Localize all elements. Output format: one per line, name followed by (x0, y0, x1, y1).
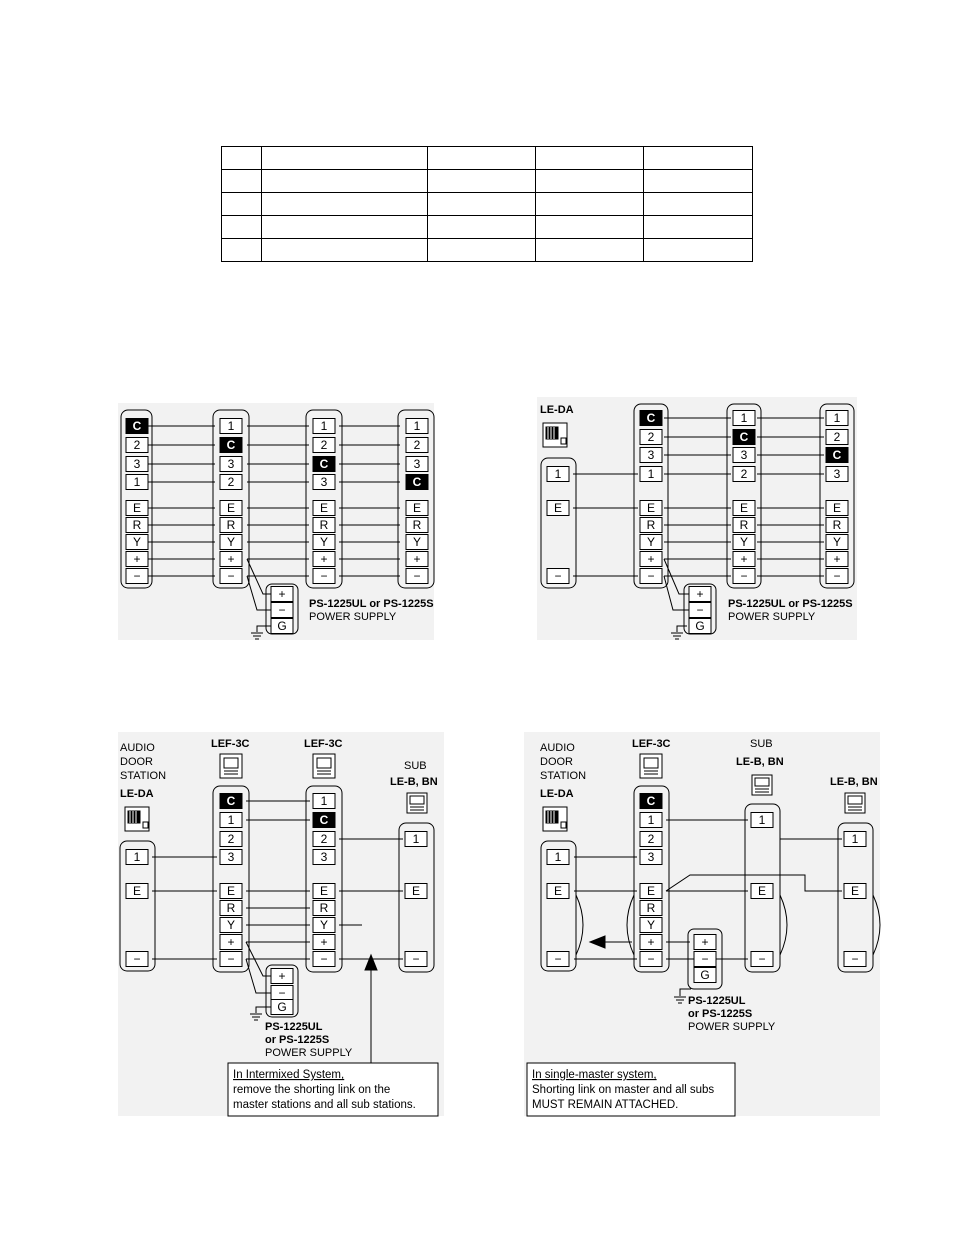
power-supply-label: POWER SUPPLY (728, 611, 816, 623)
terminal-three (313, 475, 335, 490)
device-label-le-b-bn: LE-B, BN (390, 776, 438, 788)
terminal-label: Y (646, 535, 656, 549)
terminal-minus (547, 952, 569, 967)
terminal-label: − (758, 952, 766, 966)
terminal-plus (271, 587, 293, 602)
terminal-three (313, 850, 335, 865)
terminal-label: 2 (413, 438, 421, 452)
terminal-e (826, 501, 848, 516)
terminal-minus (406, 569, 428, 584)
terminal-three (220, 457, 242, 472)
terminal-c (313, 457, 335, 472)
terminal-y (733, 535, 755, 550)
terminal-label: 1 (133, 850, 141, 864)
terminal-e (640, 501, 662, 516)
terminal-label: Y (319, 535, 329, 549)
terminal-two (406, 438, 428, 453)
terminal-label: E (132, 884, 142, 898)
terminal-minus (313, 952, 335, 967)
terminal-c (733, 430, 755, 445)
terminal-plus (313, 552, 335, 567)
terminal-label: C (412, 475, 422, 489)
terminal-minus (271, 986, 293, 1001)
terminal-blocks (126, 411, 866, 1015)
terminal-r (640, 518, 662, 533)
terminal-two (640, 832, 662, 847)
terminal-label: E (412, 501, 422, 515)
terminal-label: + (696, 587, 704, 601)
terminal-label: E (646, 884, 656, 898)
terminal-plus (271, 969, 293, 984)
door-station-icon (543, 423, 567, 447)
terminal-plus (406, 552, 428, 567)
terminal-label: E (319, 501, 329, 515)
device-label-le-b-bn: LE-B, BN (736, 756, 784, 768)
terminal-r (406, 518, 428, 533)
terminal-c (406, 475, 428, 490)
terminal-e (751, 884, 773, 899)
terminal-y (220, 918, 242, 933)
terminal-label: E (319, 884, 329, 898)
terminal-label: − (133, 952, 141, 966)
terminal-c (640, 411, 662, 426)
terminal-g (271, 619, 293, 634)
terminal-plus (640, 935, 662, 950)
terminal-r (220, 518, 242, 533)
terminal-label: + (413, 552, 421, 566)
terminal-label: 2 (833, 430, 841, 444)
terminal-minus (271, 603, 293, 618)
terminal-one (220, 419, 242, 434)
terminal-label: − (133, 569, 141, 583)
terminal-plus (694, 935, 716, 950)
terminal-label: C (832, 448, 842, 462)
terminal-label: 3 (227, 850, 235, 864)
terminal-label: − (554, 952, 562, 966)
power-supply-model-label: PS-1225UL (688, 995, 746, 1007)
sub-station-icon (407, 793, 427, 813)
terminal-two (313, 438, 335, 453)
terminal-two (220, 475, 242, 490)
note-line: remove the shorting link on the (233, 1084, 391, 1096)
sub-station-icon (845, 793, 865, 813)
terminal-y (406, 535, 428, 550)
terminal-plus (640, 552, 662, 567)
device-label-sub: SUB (404, 760, 427, 772)
terminal-label: + (278, 969, 286, 983)
terminal-minus (405, 952, 427, 967)
power-supply-label: POWER SUPPLY (309, 611, 397, 623)
terminal-one (406, 419, 428, 434)
terminal-label: − (647, 952, 655, 966)
terminal-label: R (646, 518, 656, 532)
terminal-label: E (553, 884, 563, 898)
terminal-c (826, 448, 848, 463)
terminal-label: Y (412, 535, 422, 549)
terminal-three (640, 850, 662, 865)
terminal-g (271, 1000, 293, 1015)
terminal-label: 1 (554, 850, 562, 864)
terminal-two (640, 430, 662, 445)
terminal-one (751, 813, 773, 828)
note-line: Shorting link on master and all subs (532, 1084, 715, 1096)
note-title: In Intermixed System, (233, 1069, 345, 1081)
terminal-one (405, 832, 427, 847)
terminal-label: − (278, 603, 286, 617)
terminal-minus (844, 952, 866, 967)
master-station-icon (313, 754, 335, 778)
terminal-label: R (832, 518, 842, 532)
terminal-one (733, 411, 755, 426)
terminal-one (844, 832, 866, 847)
terminal-plus (689, 587, 711, 602)
terminal-r (313, 518, 335, 533)
terminal-three (406, 457, 428, 472)
device-label-station: STATION (120, 770, 167, 782)
terminal-e (313, 501, 335, 516)
terminal-minus (126, 569, 148, 584)
terminal-label: + (833, 552, 841, 566)
terminal-e (313, 884, 335, 899)
terminal-label: 1 (758, 813, 766, 827)
terminal-label: Y (739, 535, 749, 549)
terminal-label: 3 (320, 475, 328, 489)
terminal-e (733, 501, 755, 516)
terminal-one (640, 813, 662, 828)
terminal-label: + (647, 935, 655, 949)
terminal-minus (689, 603, 711, 618)
power-supply-model-label: PS-1225UL or PS-1225S (309, 598, 434, 610)
terminal-e (220, 884, 242, 899)
terminal-e (640, 884, 662, 899)
terminal-label: 2 (227, 832, 235, 846)
terminal-label: C (226, 438, 236, 452)
terminal-plus (220, 552, 242, 567)
terminal-label: R (319, 901, 329, 915)
terminal-y (220, 535, 242, 550)
terminal-label: E (132, 501, 142, 515)
terminal-label: 1 (227, 813, 235, 827)
terminal-label: − (412, 952, 420, 966)
device-label-lef3c: LEF-3C (304, 738, 343, 750)
terminal-label: − (554, 569, 562, 583)
terminal-c (126, 419, 148, 434)
terminal-label: E (739, 501, 749, 515)
terminal-label: + (227, 552, 235, 566)
terminal-e (547, 884, 569, 899)
terminal-label: C (646, 794, 656, 808)
terminal-label: − (278, 986, 286, 1000)
terminal-label: 2 (647, 832, 655, 846)
terminal-label: − (320, 569, 328, 583)
terminal-label: G (700, 968, 710, 982)
terminal-label: R (132, 518, 142, 532)
terminal-minus (751, 952, 773, 967)
terminal-label: + (647, 552, 655, 566)
note-title: In single-master system, (532, 1069, 657, 1081)
terminal-y (640, 535, 662, 550)
terminal-label: E (226, 501, 236, 515)
terminal-three (126, 457, 148, 472)
power-supply-label: POWER SUPPLY (688, 1021, 776, 1033)
terminal-label: Y (319, 918, 329, 932)
terminal-label: 2 (320, 832, 328, 846)
power-supply-model-label: PS-1225UL (265, 1021, 323, 1033)
terminal-label: C (739, 430, 749, 444)
terminal-c (640, 794, 662, 809)
terminal-label: R (646, 901, 656, 915)
terminal-label: + (701, 935, 709, 949)
terminal-label: 3 (413, 457, 421, 471)
terminal-label: R (412, 518, 422, 532)
terminal-y (126, 535, 148, 550)
terminal-label: 3 (740, 448, 748, 462)
power-supply-label: POWER SUPPLY (265, 1047, 353, 1059)
terminal-c (220, 438, 242, 453)
terminal-label: 2 (133, 438, 141, 452)
terminal-g (689, 619, 711, 634)
device-label-station: STATION (540, 770, 587, 782)
terminal-one (126, 850, 148, 865)
terminal-label: − (320, 952, 328, 966)
terminal-label: C (226, 794, 236, 808)
device-label-audio: AUDIO (120, 742, 155, 754)
terminal-label: + (133, 552, 141, 566)
terminal-label: 2 (320, 438, 328, 452)
terminal-label: 1 (833, 411, 841, 425)
device-label-le-da: LE-DA (540, 404, 574, 416)
terminal-plus (220, 935, 242, 950)
terminal-one (126, 475, 148, 490)
terminal-e (126, 501, 148, 516)
terminal-label: G (695, 619, 705, 633)
terminal-label: − (227, 569, 235, 583)
terminal-label: 2 (227, 475, 235, 489)
terminal-minus (313, 569, 335, 584)
terminal-e (844, 884, 866, 899)
terminal-label: − (833, 569, 841, 583)
device-label-sub: SUB (750, 738, 773, 750)
device-label-le-da: LE-DA (120, 788, 154, 800)
terminal-one (826, 411, 848, 426)
terminal-three (733, 448, 755, 463)
terminal-label: R (226, 518, 236, 532)
terminal-r (640, 901, 662, 916)
terminal-label: − (413, 569, 421, 583)
terminal-one (547, 467, 569, 482)
terminal-label: 3 (133, 457, 141, 471)
terminal-label: − (851, 952, 859, 966)
terminal-label: Y (832, 535, 842, 549)
terminal-r (826, 518, 848, 533)
terminal-label: − (740, 569, 748, 583)
terminal-label: + (320, 935, 328, 949)
terminal-minus (220, 952, 242, 967)
terminal-label: C (646, 411, 656, 425)
terminal-label: C (319, 457, 329, 471)
door-station-icon (543, 807, 567, 831)
terminal-one (220, 813, 242, 828)
power-supply-model-label: or PS-1225S (265, 1034, 330, 1046)
terminal-label: 3 (227, 457, 235, 471)
terminal-plus (826, 552, 848, 567)
terminal-plus (733, 552, 755, 567)
device-label-lef3c: LEF-3C (211, 738, 250, 750)
door-station-icon (125, 807, 149, 831)
terminal-y (313, 918, 335, 933)
terminal-label: 1 (227, 419, 235, 433)
power-supply-model-label: PS-1225UL or PS-1225S (728, 598, 853, 610)
terminal-label: Y (646, 918, 656, 932)
terminal-e (220, 501, 242, 516)
terminal-y (313, 535, 335, 550)
terminal-label: 1 (133, 475, 141, 489)
terminal-one (313, 794, 335, 809)
terminal-three (220, 850, 242, 865)
terminal-label: 1 (412, 832, 420, 846)
terminal-label: + (227, 935, 235, 949)
terminal-label: + (278, 587, 286, 601)
terminal-label: E (832, 501, 842, 515)
master-station-icon (220, 754, 242, 778)
terminal-label: R (739, 518, 749, 532)
terminal-label: − (647, 569, 655, 583)
terminal-minus (640, 952, 662, 967)
terminal-minus (694, 952, 716, 967)
terminal-label: + (320, 552, 328, 566)
note-line: MUST REMAIN ATTACHED. (532, 1099, 679, 1111)
terminal-one (313, 419, 335, 434)
power-supply-model-label: or PS-1225S (688, 1008, 753, 1020)
terminal-label: 1 (320, 794, 328, 808)
terminal-two (733, 467, 755, 482)
terminal-label: 1 (851, 832, 859, 846)
device-label-le-da: LE-DA (540, 788, 574, 800)
terminal-minus (547, 569, 569, 584)
terminal-label: E (411, 884, 421, 898)
device-label-audio: AUDIO (540, 742, 575, 754)
terminal-label: 3 (647, 448, 655, 462)
terminal-two (126, 438, 148, 453)
terminal-label: E (226, 884, 236, 898)
note-single-master (527, 1063, 735, 1116)
terminal-label: E (757, 884, 767, 898)
terminal-label: − (227, 952, 235, 966)
terminal-one (640, 467, 662, 482)
terminal-two (220, 832, 242, 847)
device-label-lef3c: LEF-3C (632, 738, 671, 750)
terminal-two (826, 430, 848, 445)
terminal-g (694, 968, 716, 983)
terminal-label: C (319, 813, 329, 827)
terminal-y (640, 918, 662, 933)
terminal-label: 1 (320, 419, 328, 433)
terminal-e (405, 884, 427, 899)
terminal-label: 1 (740, 411, 748, 425)
terminal-minus (826, 569, 848, 584)
terminal-minus (640, 569, 662, 584)
terminal-r (313, 901, 335, 916)
terminal-label: G (277, 1000, 287, 1014)
terminal-two (313, 832, 335, 847)
terminal-label: 2 (647, 430, 655, 444)
terminal-label: 1 (647, 467, 655, 481)
terminal-label: 1 (647, 813, 655, 827)
terminal-r (126, 518, 148, 533)
terminal-label: R (319, 518, 329, 532)
terminal-e (406, 501, 428, 516)
terminal-label: Y (226, 535, 236, 549)
device-label-le-b-bn: LE-B, BN (830, 776, 878, 788)
terminal-label: 2 (740, 467, 748, 481)
terminal-c (220, 794, 242, 809)
terminal-three (640, 448, 662, 463)
terminal-e (547, 501, 569, 516)
terminal-label: C (132, 419, 142, 433)
master-station-icon (640, 754, 662, 778)
terminal-label: E (850, 884, 860, 898)
terminal-label: 1 (554, 467, 562, 481)
terminal-label: R (226, 901, 236, 915)
terminal-r (220, 901, 242, 916)
terminal-label: E (646, 501, 656, 515)
terminal-label: 3 (647, 850, 655, 864)
terminal-three (826, 467, 848, 482)
terminal-label: 1 (413, 419, 421, 433)
terminal-label: 3 (833, 467, 841, 481)
terminal-r (733, 518, 755, 533)
terminal-minus (126, 952, 148, 967)
terminal-label: + (740, 552, 748, 566)
terminal-plus (313, 935, 335, 950)
terminal-c (313, 813, 335, 828)
terminal-minus (733, 569, 755, 584)
terminal-label: − (701, 952, 709, 966)
device-label-door: DOOR (120, 756, 153, 768)
note-intermixed (228, 1063, 438, 1116)
note-line: master stations and all sub stations. (233, 1099, 416, 1111)
terminal-label: 3 (320, 850, 328, 864)
device-label-door: DOOR (540, 756, 573, 768)
terminal-y (826, 535, 848, 550)
terminal-label: − (696, 603, 704, 617)
terminal-minus (220, 569, 242, 584)
sub-station-icon (752, 775, 772, 795)
terminal-one (547, 850, 569, 865)
terminal-label: E (553, 501, 563, 515)
terminal-label: Y (226, 918, 236, 932)
terminal-e (126, 884, 148, 899)
terminal-label: Y (132, 535, 142, 549)
terminal-plus (126, 552, 148, 567)
terminal-label: G (277, 619, 287, 633)
